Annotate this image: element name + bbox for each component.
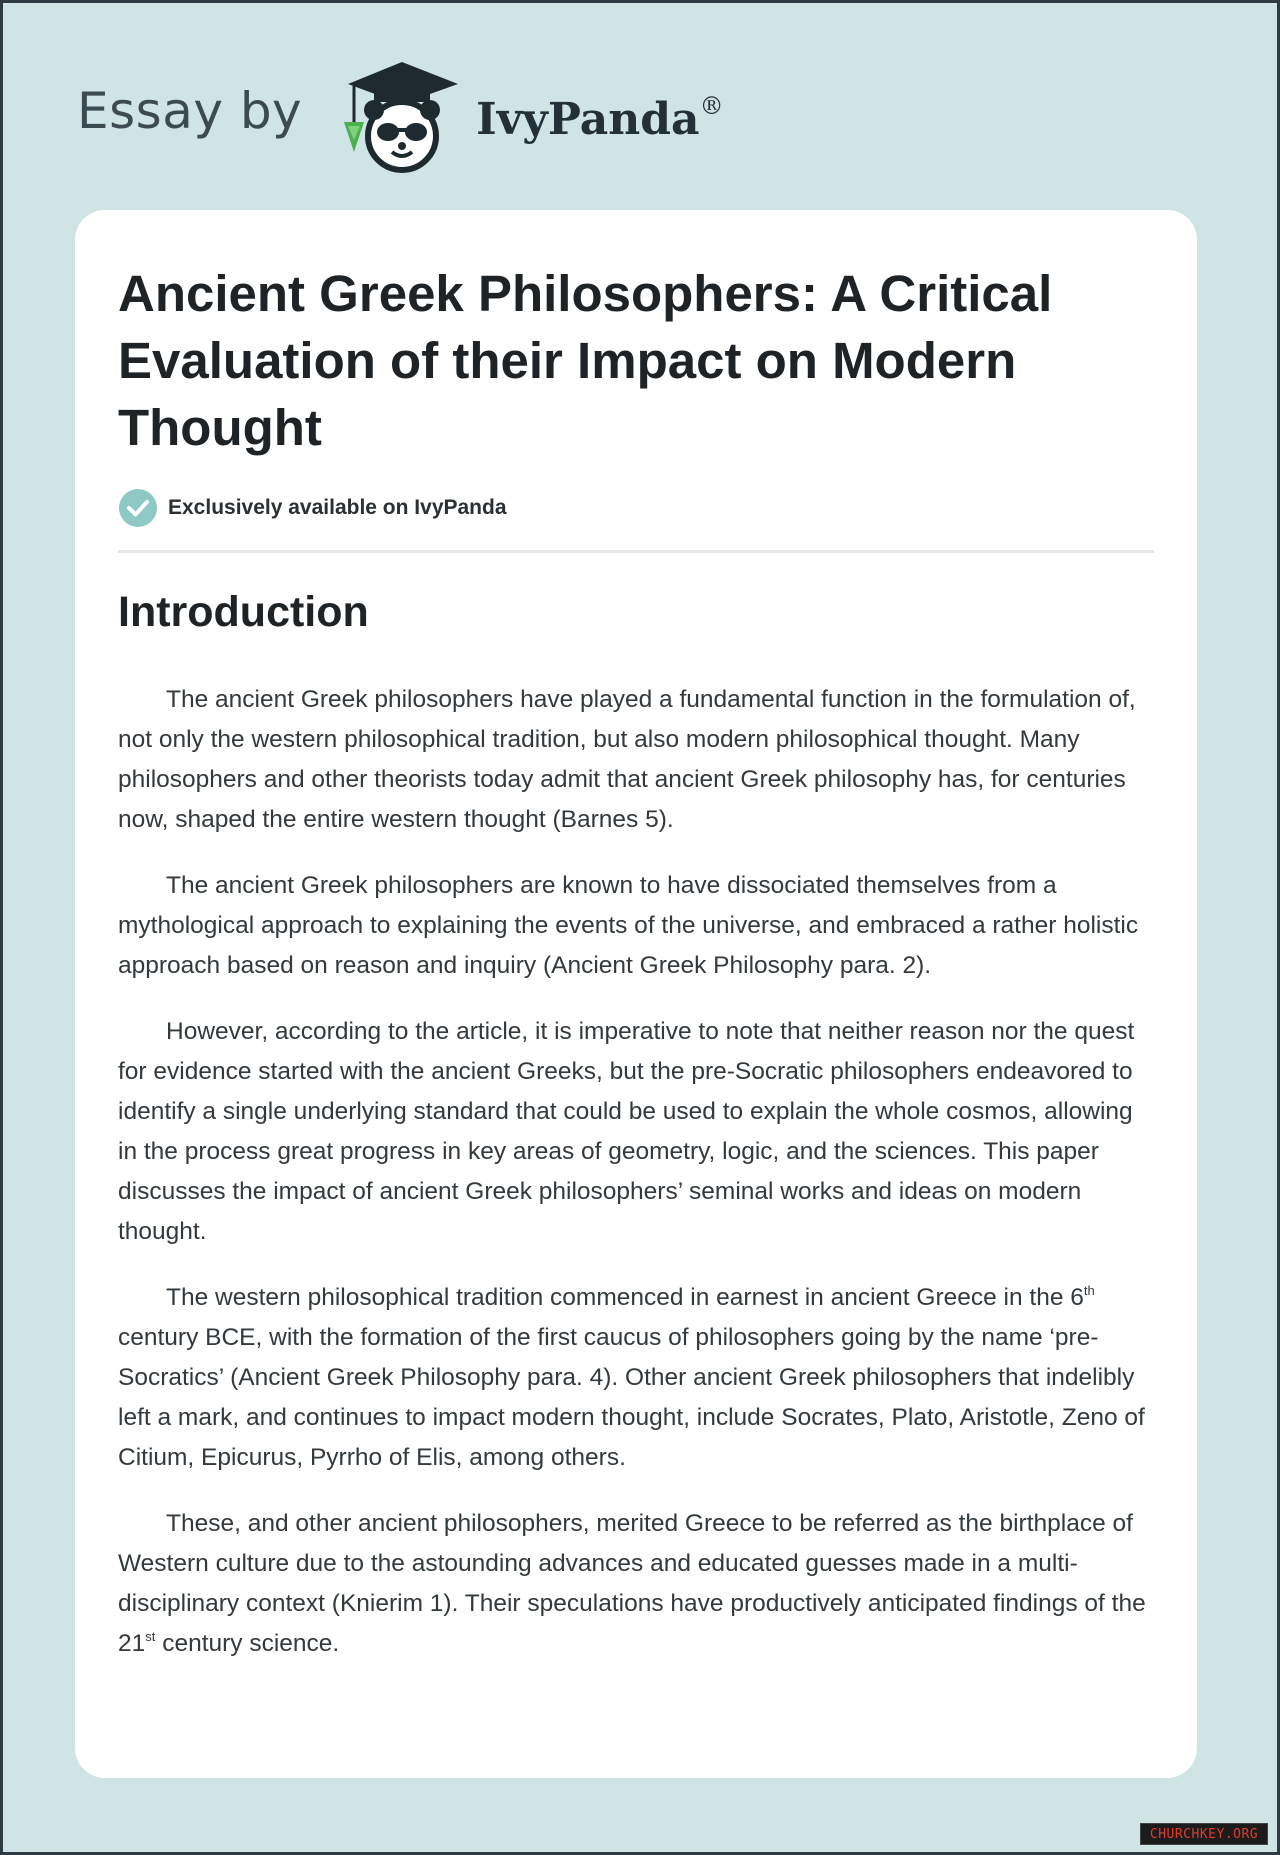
section-heading: Introduction [118, 588, 369, 636]
paragraph: However, according to the article, it is imperative to note that neither reason nor the quest for evidence started with the ancient Greeks, but the pre-Socratic philosophers endeavored to identify a single underlying standard that could be used to explain the whole cosmos, allowing in the process great progress in key areas of geometry, logic, and the sciences. This paper discusses the impact of ancient Greek philosophers’ seminal works and ideas on modern thought. [118, 1018, 1135, 1245]
essay-body [118, 680, 1158, 1690]
brand-name: IvyPanda® [476, 91, 724, 145]
paragraph: These, and other ancient philosophers, merited Greece to be referred as the birthplace of Western culture due to the astounding advances and educated guesses made in a multi-disciplinary context (Knierim 1). Their speculations have productively anticipated findings of the 21st century science. [118, 1510, 1146, 1657]
essay-by-label: Essay by [77, 82, 303, 140]
site-header [77, 56, 724, 176]
paragraph: The western philosophical tradition commenced in earnest in ancient Greece in the 6th century BCE, with the formation of the first caucus of philosophers going by the name ‘pre-Socratics’ (Ancient Greek Philosophy para. 4). Other ancient Greek philosophers that indelibly left a mark, and continues to impact modern thought, include Socrates, Plato, Aristotle, Zeno of Citium, Epicurus, Pyrrho of Elis, among others. [118, 1283, 1145, 1471]
watermark-badge: CHURCHKEY.ORG [1140, 1823, 1268, 1845]
paragraph: The ancient Greek philosophers are known to have dissociated themselves from a mythological approach to explaining the events of the universe, and embraced a rather holistic approach based on reason and inquiry (Ancient Greek Philosophy para. 2). [118, 872, 1139, 979]
panda-graduation-cap-logo-icon [330, 56, 468, 176]
divider [118, 550, 1154, 553]
check-circle-icon [118, 488, 158, 528]
registered-mark: ® [699, 91, 724, 120]
badge-text: Exclusively available on IvyPanda [168, 496, 507, 519]
exclusive-badge [118, 488, 507, 528]
paragraph: The ancient Greek philosophers have played a fundamental function in the formulation of, not only the western philosophical tradition, but also modern philosophical thought. Many philosophers and other theorists today admit that ancient Greek philosophy has, for centuries now, shaped the entire western thought (Barnes 5). [118, 686, 1136, 833]
essay-title: Ancient Greek Philosophers: A Critical Evaluation of their Impact on Modern Thought [118, 265, 1053, 456]
essay-card [75, 210, 1197, 1778]
